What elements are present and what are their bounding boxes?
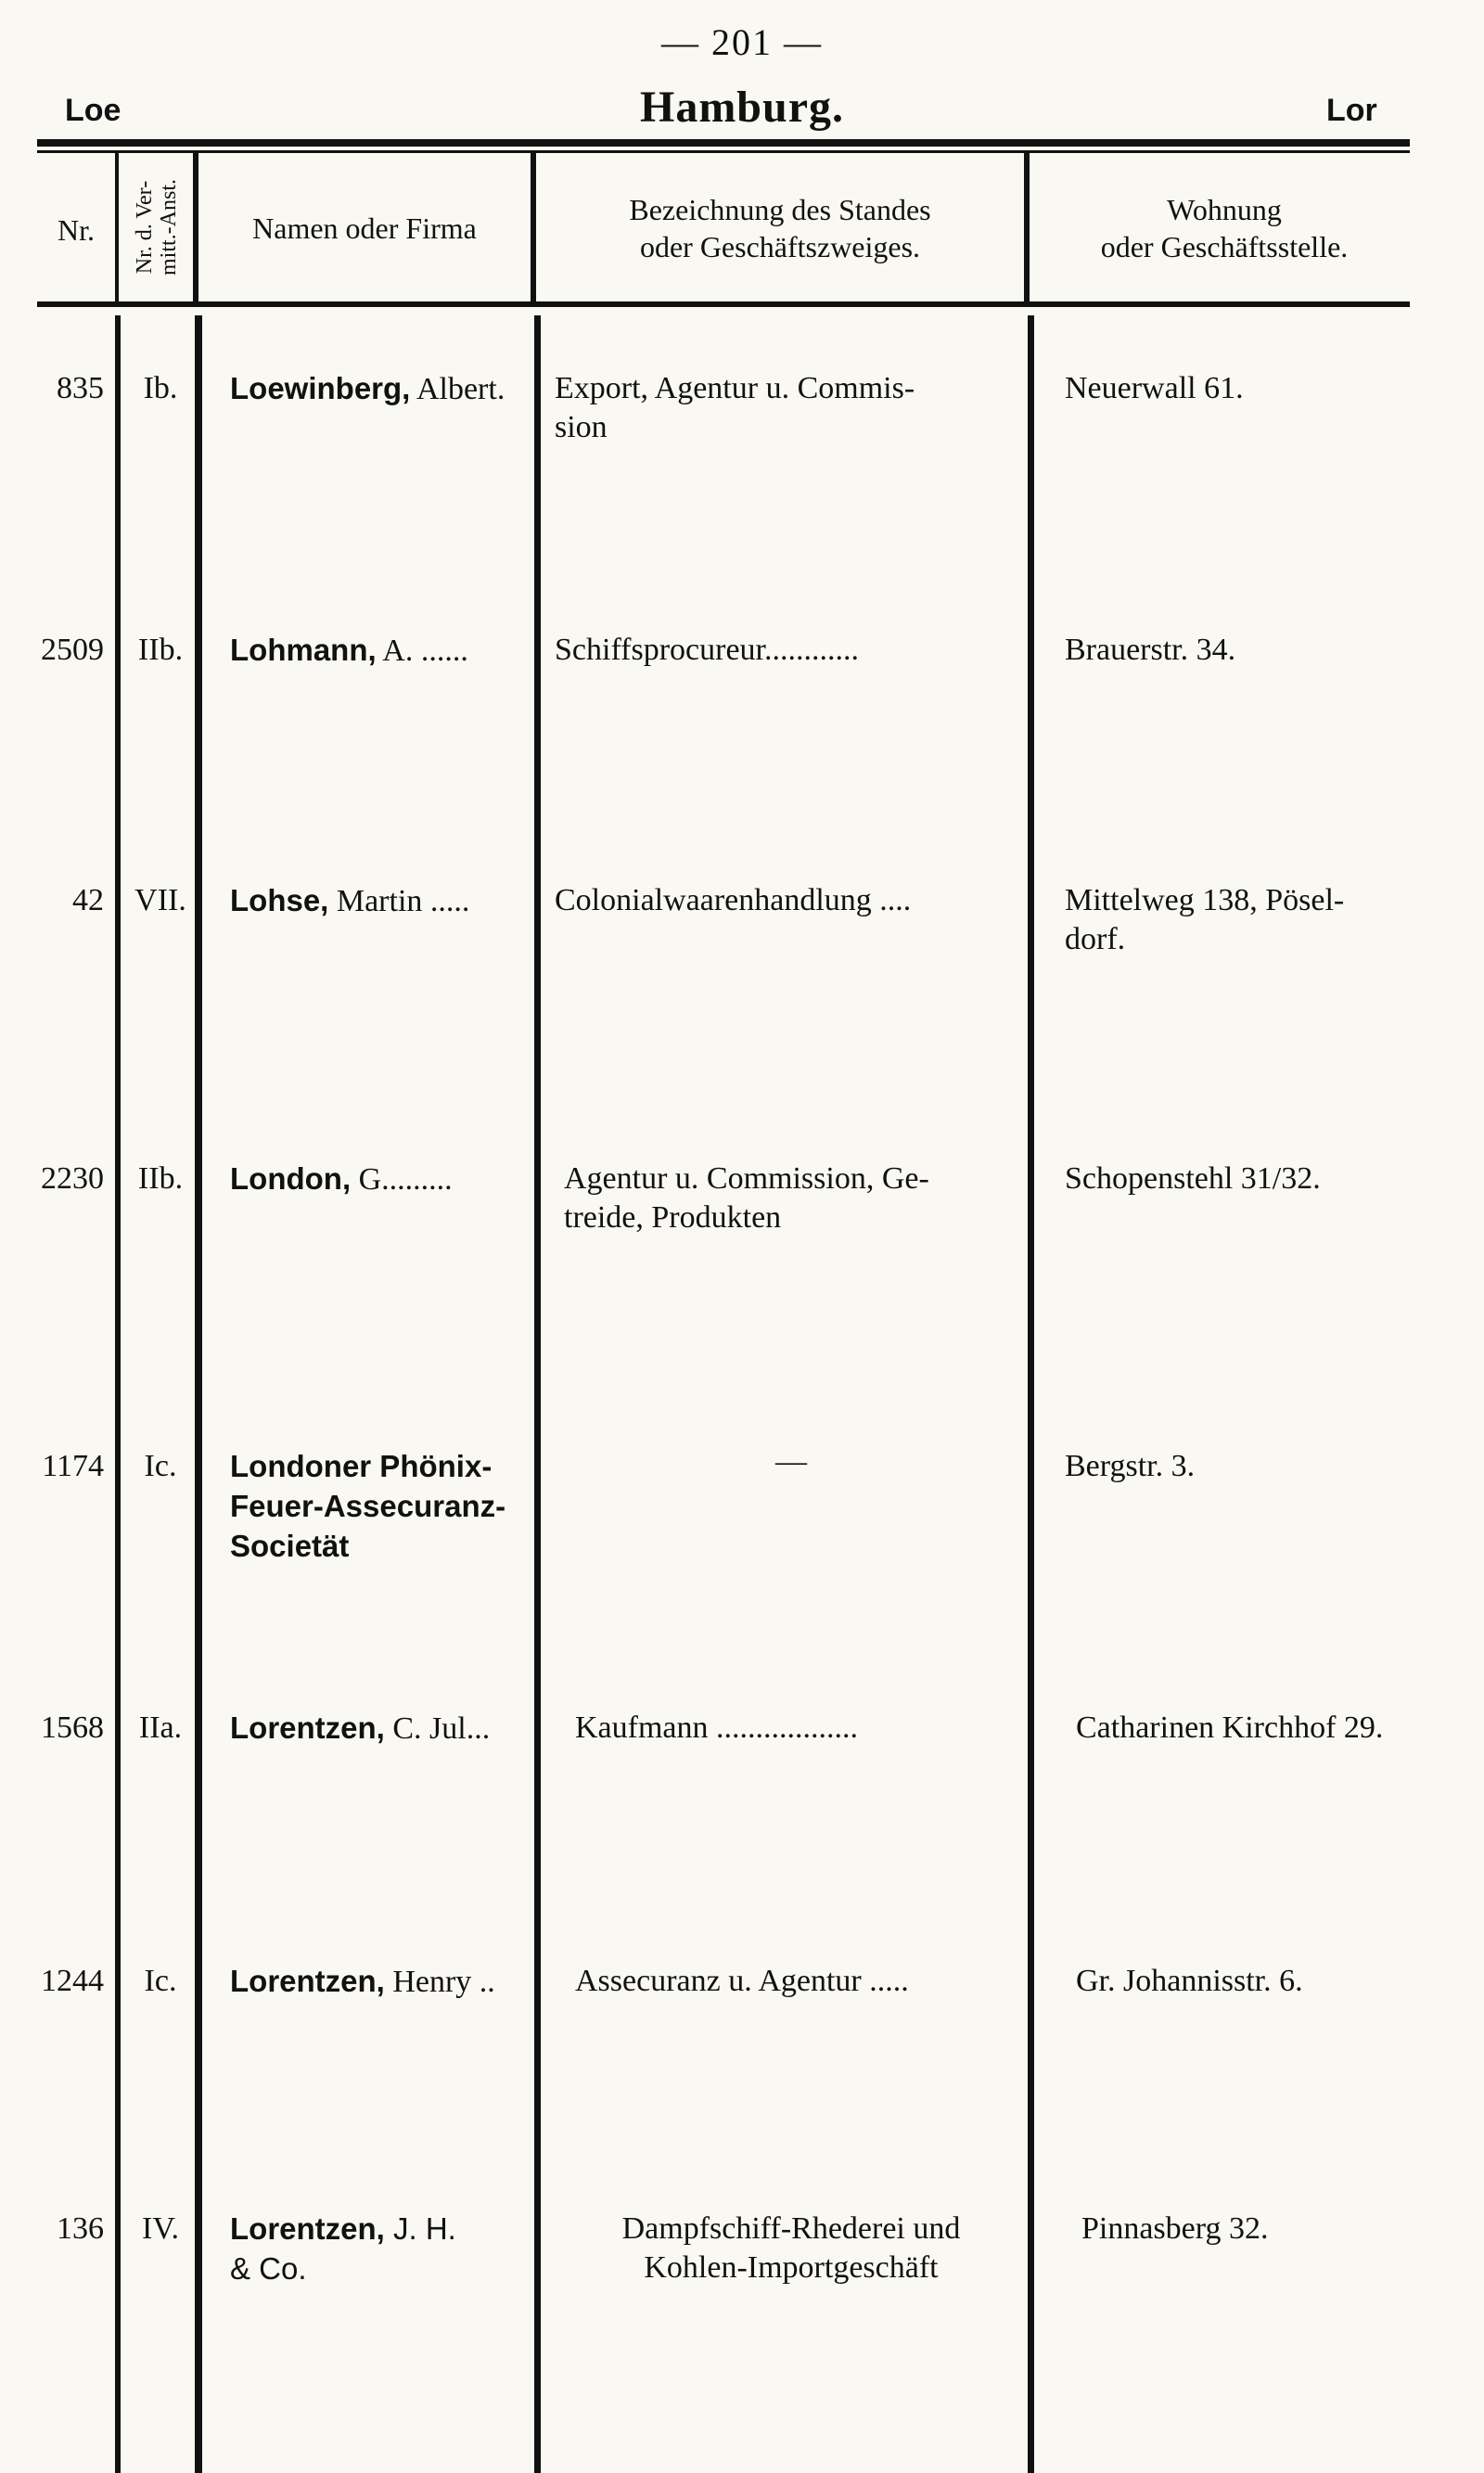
entry-nr: 1174: [42, 1449, 104, 1483]
entry-address: Neuerwall 61.: [1065, 371, 1244, 405]
entry-name-bold: Londoner Phönix- Feuer-Assecuranz- Societät: [230, 1449, 506, 1563]
entry-stand: Kaufmann ..................: [575, 1711, 859, 1745]
header-name: Namen oder Firma: [252, 211, 477, 245]
entry-vermittlung: IV.: [142, 2211, 179, 2246]
entry-name: [230, 1709, 545, 1749]
city-heading: Hamburg.: [639, 83, 844, 132]
entry-name: [230, 881, 545, 921]
header-stand: Bezeichnung des Standes oder Geschäftszweiges.: [629, 193, 931, 263]
entry-address: Brauerstr. 34.: [1065, 633, 1236, 667]
header-divider-1: [115, 153, 119, 303]
entry-nr: 2230: [41, 1161, 104, 1196]
header-rule-bottom: [37, 301, 1410, 307]
entry-address: Mittelweg 138, Pösel- dorf.: [1065, 883, 1345, 956]
header-vermittlung-text: Nr. d. Ver- mitt.-Anst.: [133, 178, 181, 276]
entry-stand: Assecuranz u. Agentur .....: [575, 1964, 909, 1998]
entry-nr: 42: [72, 883, 104, 917]
body-divider-4: [1028, 315, 1034, 2473]
entry-name: [230, 1962, 545, 2002]
entry-nr: 2509: [41, 633, 104, 667]
entry-vermittlung: IIb.: [137, 633, 184, 667]
entry-address: Catharinen Kirchhof 29.: [1076, 1711, 1384, 1745]
entry-name: [230, 369, 545, 409]
entry-name-bold: Lorentzen,: [230, 1964, 385, 1998]
entry-address: Pinnasberg 32.: [1081, 2211, 1269, 2246]
entry-name-rest: J. H. & Co.: [230, 2211, 456, 2286]
entry-vermittlung: Ic.: [144, 1964, 177, 1998]
body-divider-2: [195, 315, 202, 2473]
entry-nr: 1244: [41, 1964, 104, 1998]
entry-stand: Colonialwaarenhandlung ....: [555, 883, 912, 917]
entry-name-rest: C. Jul...: [384, 1711, 491, 1746]
guide-word-left: Loe: [65, 93, 122, 128]
entry-stand: Export, Agentur u. Commis- sion: [555, 371, 915, 444]
entry-stand: Schiffsprocureur............: [555, 633, 859, 667]
entry-name: [230, 2210, 545, 2289]
entry-address: Gr. Johannisstr. 6.: [1076, 1964, 1303, 1998]
entry-vermittlung: IIa.: [138, 1711, 183, 1745]
entry-stand: Agentur u. Commission, Ge- treide, Produkten: [564, 1161, 929, 1235]
entry-name-rest: Martin .....: [328, 884, 470, 918]
entry-name-rest: Albert.: [410, 372, 505, 406]
header-rule-top: [37, 139, 1410, 147]
page-number: — 201 —: [661, 21, 823, 63]
entry-vermittlung: IIb.: [137, 1161, 184, 1196]
entry-stand: —: [775, 1444, 807, 1479]
guide-word-right: Lor: [1326, 93, 1377, 128]
entry-address: Bergstr. 3.: [1065, 1449, 1196, 1483]
entry-name: [230, 1160, 545, 1199]
entry-nr: 835: [57, 371, 104, 405]
entry-name: [230, 1447, 545, 1567]
entry-nr: 1568: [41, 1711, 104, 1745]
entry-name-rest: G.........: [351, 1162, 453, 1197]
entry-vermittlung: VII.: [134, 883, 186, 917]
entry-name-bold: Lohse,: [230, 883, 329, 917]
header-rule-top-thin: [37, 150, 1410, 153]
body-divider-1: [115, 315, 121, 2473]
entry-stand: Dampfschiff-Rhederei und Kohlen-Importgeschäft: [621, 2211, 961, 2285]
header-vermittlung: [124, 158, 189, 297]
header-wohnung: Wohnung oder Geschäftsstelle.: [1100, 193, 1349, 263]
entry-name-bold: Lohmann,: [230, 633, 377, 667]
entry-nr: 136: [57, 2211, 104, 2246]
header-nr: Nr.: [58, 213, 95, 247]
entry-name-bold: Lorentzen,: [230, 2211, 385, 2246]
entry-name: [230, 631, 545, 671]
entry-name-bold: London,: [230, 1161, 352, 1196]
entry-name-rest: A. ......: [376, 634, 468, 668]
entry-name-bold: Lorentzen,: [230, 1711, 385, 1745]
entry-name-rest: Henry ..: [384, 1965, 495, 1999]
entry-address: Schopenstehl 31/32.: [1065, 1161, 1321, 1196]
entry-vermittlung: Ic.: [144, 1449, 177, 1483]
entry-vermittlung: Ib.: [143, 371, 178, 405]
entry-name-bold: Loewinberg,: [230, 371, 411, 405]
